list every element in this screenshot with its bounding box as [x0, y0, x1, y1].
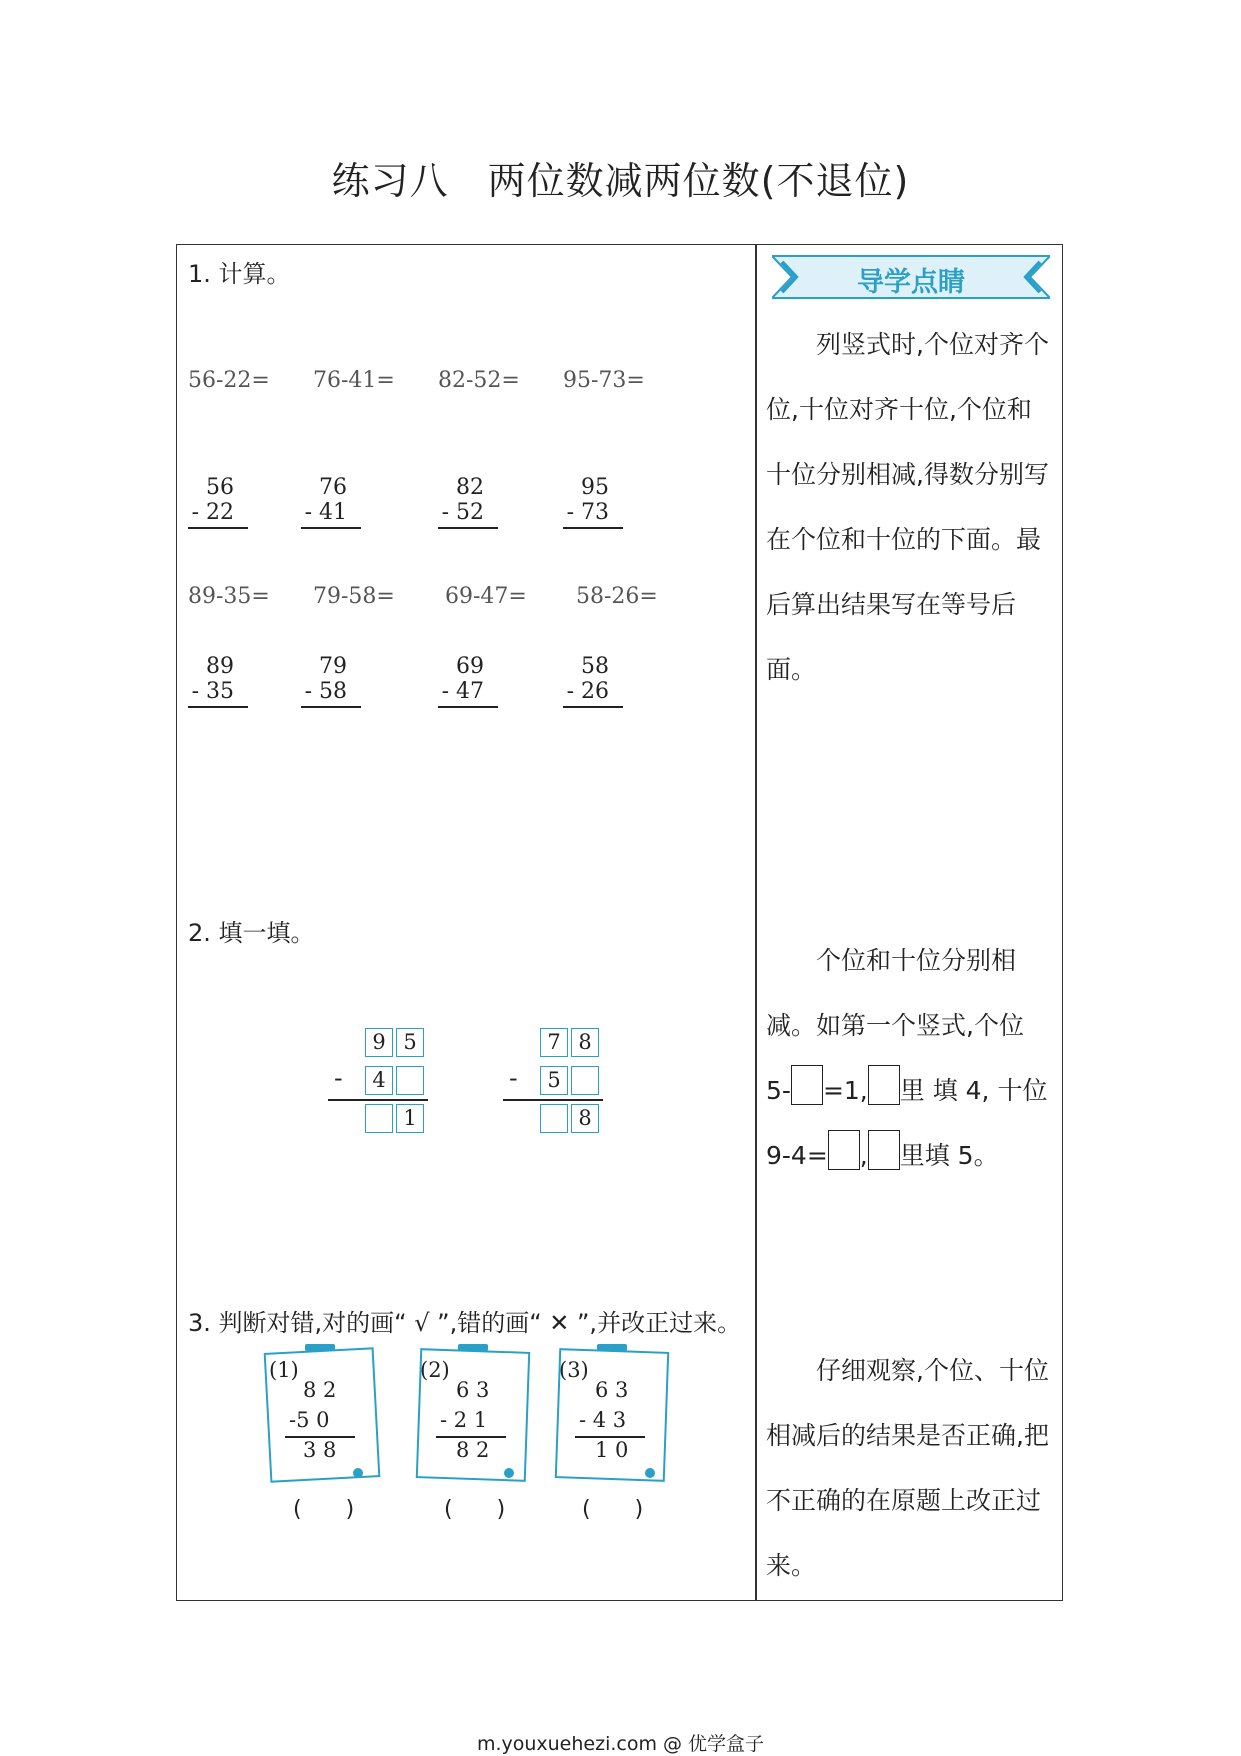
tip-line: 十位分别相减,得数分别写: [766, 460, 1049, 489]
minuend: 79: [319, 654, 347, 679]
q3-card: [265, 1348, 380, 1483]
tip-text: =1,: [822, 1076, 868, 1105]
subtrahend: - 47: [441, 679, 484, 704]
card-result: 3 8: [303, 1438, 337, 1462]
minus-sign: -: [334, 1064, 343, 1092]
q1-equation[interactable]: 58-26=: [576, 584, 658, 609]
subtrahend: - 35: [191, 679, 234, 704]
q1-equation[interactable]: 56-22=: [188, 368, 270, 393]
q1-vertical-problem[interactable]: [301, 654, 363, 710]
q1-vertical-problem[interactable]: [188, 654, 250, 710]
q1-equation[interactable]: 69-47=: [445, 584, 527, 609]
digit-box: 9: [365, 1028, 393, 1057]
q3-card: [555, 1348, 670, 1483]
guide-banner: [772, 254, 1050, 300]
card-subtrahend: - 4 3: [579, 1408, 627, 1432]
answer-line: [188, 706, 248, 708]
answer-paren[interactable]: ( ): [293, 1497, 355, 1522]
tip-text: 里 填 4, 十位: [899, 1076, 1048, 1105]
banner-title: 导学点睛: [857, 267, 965, 298]
answer-box[interactable]: [396, 1066, 424, 1095]
answer-box[interactable]: [571, 1066, 599, 1095]
tip-text: 5-: [766, 1076, 791, 1105]
card-index: (1): [269, 1358, 299, 1382]
tip-line: 仔细观察,个位、十位: [766, 1356, 1049, 1385]
digit-box: 1: [396, 1104, 424, 1133]
minuend: 95: [581, 475, 609, 500]
card-result: 1 0: [595, 1438, 629, 1462]
tip-line: 减。如第一个竖式,个位: [766, 1011, 1024, 1040]
q1-equation[interactable]: 79-58=: [313, 584, 395, 609]
q2-label: 2. 填一填。: [188, 919, 315, 947]
card-subtrahend: - 2 1: [440, 1408, 488, 1432]
q1-equation[interactable]: 89-35=: [188, 584, 270, 609]
answer-line: [503, 1099, 603, 1101]
answer-box[interactable]: [365, 1104, 393, 1133]
tip-line: 后算出结果写在等号后: [766, 590, 1017, 619]
answer-line: [563, 706, 623, 708]
digit-box: 8: [571, 1104, 599, 1133]
q1-vertical-problem[interactable]: [563, 654, 625, 710]
tip-fill: [766, 928, 1056, 1188]
q1-label: 1. 计算。: [188, 260, 291, 288]
q1-vertical-problem[interactable]: [438, 475, 500, 531]
minuend: 69: [456, 654, 484, 679]
tip-line: 相减后的结果是否正确,把: [766, 1421, 1049, 1450]
digit-box: 7: [540, 1028, 568, 1057]
answer-line: [301, 706, 361, 708]
q1-vertical-problem[interactable]: [563, 475, 625, 531]
blank-square-icon: [791, 1065, 823, 1105]
tip-text: 9-4=: [766, 1141, 828, 1170]
q2-fill-problem: [503, 1028, 607, 1138]
tip-line: 来。: [766, 1551, 817, 1580]
digit-box: 8: [571, 1028, 599, 1057]
clip-icon: [305, 1344, 335, 1351]
digit-box: 5: [540, 1066, 568, 1095]
tip-line: 不正确的在原题上改正过: [766, 1486, 1042, 1515]
answer-line: [438, 527, 498, 529]
tip-line: 个位和十位分别相: [766, 946, 1017, 975]
blank-square-icon: [868, 1065, 900, 1105]
answer-line: [563, 527, 623, 529]
card-index: (3): [559, 1358, 589, 1382]
minus-sign: -: [509, 1064, 518, 1092]
subtrahend: - 73: [566, 500, 609, 525]
blank-square-icon: [868, 1130, 900, 1170]
tip-line: 在个位和十位的下面。最: [766, 525, 1042, 554]
subtrahend: - 41: [304, 500, 347, 525]
q3-label: 3. 判断对错,对的画“ √ ”,错的画“ ✕ ”,并改正过来。: [188, 1309, 742, 1337]
subtrahend: - 58: [304, 679, 347, 704]
pin-icon: [645, 1468, 655, 1478]
footer-watermark: m.youxuehezi.com @ 优学盒子: [476, 1733, 765, 1755]
answer-paren[interactable]: ( ): [582, 1497, 644, 1522]
tip-line: 位,十位对齐十位,个位和: [766, 395, 1032, 424]
tip-line: 面。: [766, 655, 817, 684]
tip-line: 列竖式时,个位对齐个: [766, 330, 1049, 359]
pin-icon: [504, 1468, 514, 1478]
q2-fill-problem: [328, 1028, 432, 1138]
tip-check: [766, 1338, 1056, 1598]
q3-card: [416, 1348, 531, 1483]
tip-text: ,: [859, 1141, 868, 1170]
card-minuend: 8 2: [303, 1378, 337, 1402]
card-subtrahend: -5 0: [289, 1408, 330, 1432]
minuend: 58: [581, 654, 609, 679]
clip-icon: [597, 1344, 627, 1351]
subtrahend: - 52: [441, 500, 484, 525]
answer-line: [301, 527, 361, 529]
answer-box[interactable]: [540, 1104, 568, 1133]
blank-square-icon: [828, 1130, 860, 1170]
digit-box: 5: [396, 1028, 424, 1057]
digit-box: 4: [365, 1066, 393, 1095]
pin-icon: [353, 1468, 363, 1478]
card-index: (2): [420, 1358, 450, 1382]
tip-text: 里填 5。: [899, 1141, 999, 1170]
tip-calculation: [766, 312, 1056, 702]
card-result: 8 2: [456, 1438, 490, 1462]
tip-line: [766, 1123, 1056, 1188]
minuend: 76: [319, 475, 347, 500]
minuend: 89: [206, 654, 234, 679]
card-minuend: 6 3: [456, 1378, 490, 1402]
minuend: 56: [206, 475, 234, 500]
minuend: 82: [456, 475, 484, 500]
q1-equation[interactable]: 82-52=: [438, 368, 520, 393]
tip-line: [766, 1058, 1056, 1123]
card-minuend: 6 3: [595, 1378, 629, 1402]
subtrahend: - 22: [191, 500, 234, 525]
q1-vertical-problem[interactable]: [188, 475, 250, 531]
page-title: 练习八 两位数减两位数(不退位): [331, 159, 910, 203]
column-divider: [755, 244, 757, 1601]
q1-vertical-problem[interactable]: [301, 475, 363, 531]
answer-paren[interactable]: ( ): [444, 1497, 506, 1522]
subtrahend: - 26: [566, 679, 609, 704]
answer-line: [188, 527, 248, 529]
answer-line: [328, 1099, 428, 1101]
q1-vertical-problem[interactable]: [438, 654, 500, 710]
clip-icon: [458, 1344, 488, 1351]
q1-equation[interactable]: 76-41=: [313, 368, 395, 393]
answer-line: [438, 706, 498, 708]
q1-equation[interactable]: 95-73=: [563, 368, 645, 393]
